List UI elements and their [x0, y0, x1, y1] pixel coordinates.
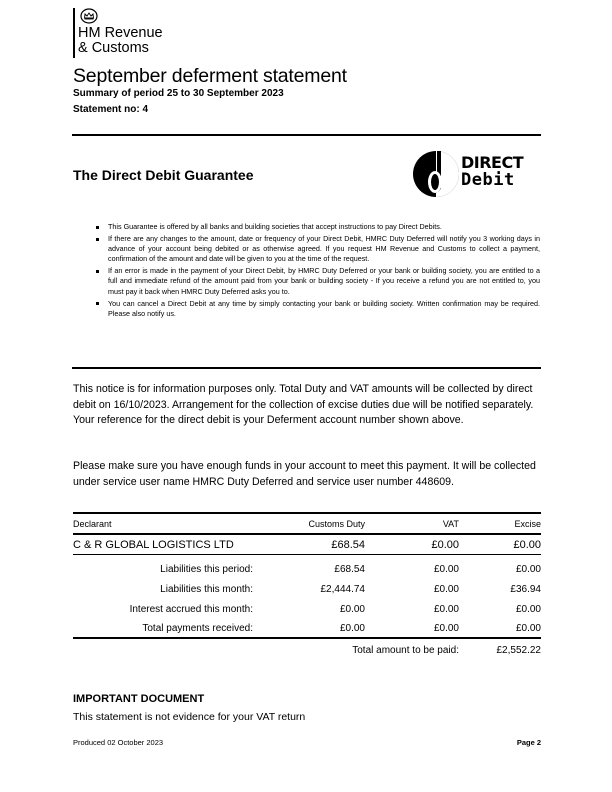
important-heading: IMPORTANT DOCUMENT	[73, 693, 205, 705]
row-vat: £0.00	[433, 563, 459, 575]
row-label: Total payments received:	[142, 622, 253, 634]
row-customs-duty: £2,444.74	[320, 583, 365, 595]
header-vat: VAT	[442, 518, 459, 529]
period-summary: Summary of period 25 to 30 September 2023	[73, 88, 284, 99]
brand-name-line-1: HM Revenue	[78, 25, 163, 41]
section-divider	[72, 134, 541, 136]
row-label: Liabilities this period:	[160, 563, 253, 575]
declarant-row	[73, 535, 541, 555]
logo-divider	[73, 8, 75, 58]
page-number: Page 2	[516, 738, 541, 747]
row-vat: £0.00	[433, 583, 459, 595]
page-title: September deferment statement	[73, 65, 347, 87]
row-vat: £0.00	[433, 603, 459, 615]
row-label: Liabilities this month:	[160, 583, 253, 595]
row-excise: £0.00	[515, 563, 541, 575]
direct-debit-mark-icon	[413, 148, 459, 200]
declarant-excise: £0.00	[513, 538, 541, 551]
guarantee-bullet: If an error is made in the payment of your Direct Debit, by HMRC Duty Deferred or your bank or building society, you are entitled to a full and immediate refund of the amount paid from your bank or building society - If you receive a refund you are not entitled to, you must pay it back when HMRC Duty Deferred asks you to.	[96, 266, 540, 296]
declarant-customs-duty: £68.54	[331, 538, 365, 551]
header-customs-duty: Customs Duty	[308, 518, 365, 529]
total-amount: £2,552.22	[496, 644, 541, 656]
vat-disclaimer: This statement is not evidence for your VAT return	[73, 711, 306, 723]
total-label: Total amount to be paid:	[352, 644, 459, 656]
declarant-name: C & R GLOBAL LOGISTICS LTD	[73, 538, 234, 551]
total-row	[73, 639, 541, 661]
row-label: Interest accrued this month:	[129, 603, 253, 615]
guarantee-bullet: This Guarantee is offered by all banks and building societies that accept instructions to pay Direct Debits.	[96, 222, 540, 232]
guarantee-bullet: You can cancel a Direct Debit at any time by simply contacting your bank or building society. Written confirmation may be required. Please also notify us.	[96, 299, 540, 319]
row-excise: £36.94	[510, 583, 541, 595]
collection-notice: This notice is for information purposes only. Total Duty and VAT amounts will be collected by direct debit on 16/10/2023. Arrangement for the collection of excise duties due will be notified separately. Your reference for the direct debit is your Deferment account number shown above.	[73, 383, 534, 426]
section-divider	[72, 367, 541, 369]
statement-number: Statement no: 4	[73, 104, 149, 115]
row-customs-duty: £0.00	[339, 603, 365, 615]
guarantee-bullet: If there are any changes to the amount, date or frequency of your Direct Debit, HMRC Duty Deferred will notify you 3 working days in advance of your account being debited or as otherwise agreed. If you request HM Revenue and Customs to collect a payment, confirmation of the amount and date will be given to you at the time of the request.	[96, 234, 540, 264]
brand-name-line-2: & Customs	[78, 40, 149, 56]
declarant-vat: £0.00	[431, 538, 459, 551]
produced-date: Produced 02 October 2023	[73, 738, 164, 747]
direct-debit-logo	[413, 148, 537, 200]
direct-debit-heading: The Direct Debit Guarantee	[73, 167, 254, 183]
table-row	[73, 559, 541, 579]
header-excise: Excise	[514, 518, 541, 529]
table-row	[73, 599, 541, 619]
funds-notice: Please make sure you have enough funds in your account to meet this payment. It will be collected under service user name HMRC Duty Deferred and service user number 448609.	[73, 460, 536, 488]
table-row	[73, 579, 541, 599]
row-customs-duty: £68.54	[334, 563, 365, 575]
row-excise: £0.00	[515, 603, 541, 615]
table-header-row	[73, 512, 541, 535]
crown-crest-icon	[80, 8, 98, 24]
liabilities-table	[73, 512, 541, 661]
header-declarant: Declarant	[73, 518, 112, 529]
row-excise: £0.00	[515, 622, 541, 634]
direct-debit-logo-text-1: DIRECT	[461, 153, 524, 172]
table-row	[73, 619, 541, 639]
row-vat: £0.00	[433, 622, 459, 634]
direct-debit-logo-text-2: Debit	[461, 170, 515, 190]
row-customs-duty: £0.00	[339, 622, 365, 634]
guarantee-bullet-list	[96, 222, 540, 321]
